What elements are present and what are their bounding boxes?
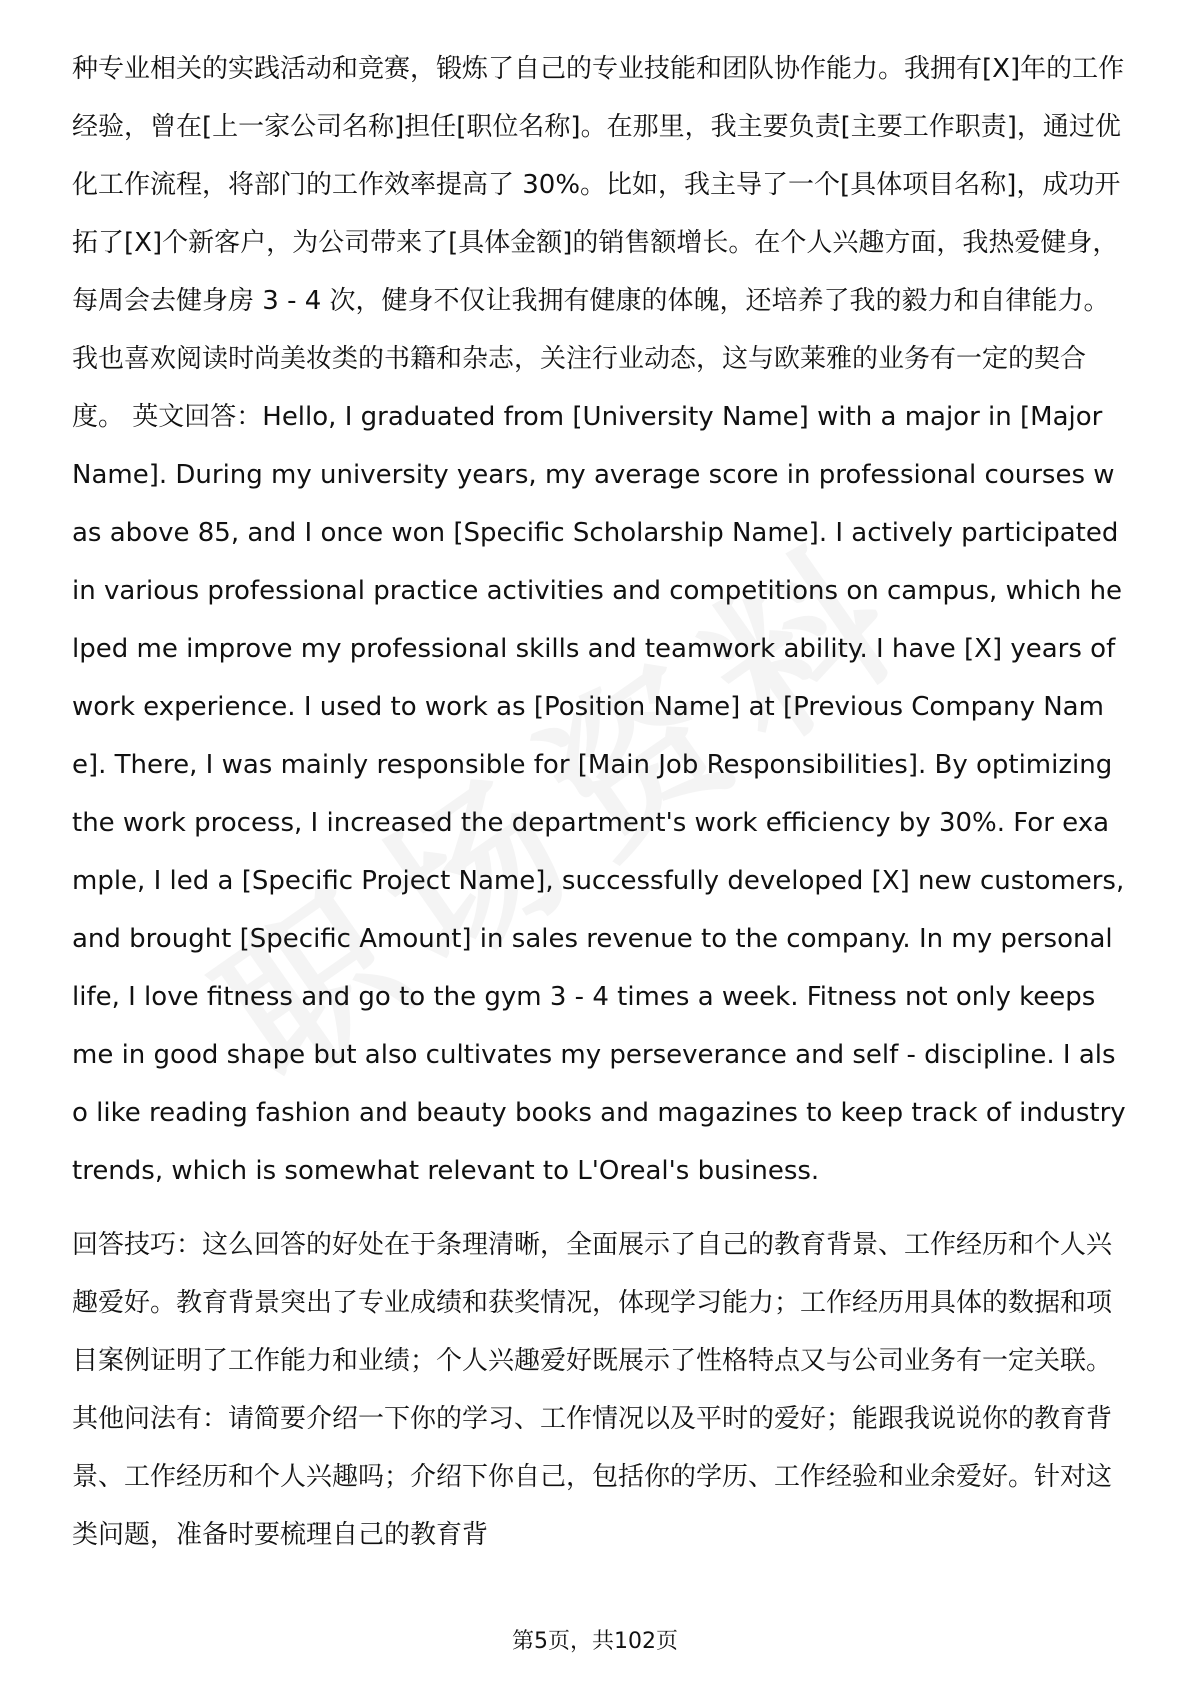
answer-paragraph: 种专业相关的实践活动和竞赛，锻炼了自己的专业技能和团队协作能力。我拥有[X]年的工作经验，曾在[上一家公司名称]担任[职位名称]。在那里，我主要负责[主要工作职责]，通过优化工作流程，将部门的工作效率提高了 30%。比如，我主导了一个[具体项目名称]，成功开拓了[X]个新客户，为公司带来了[具体金额]的销售额增长。在个人兴趣方面，我热爱健身，每周会去健身房 3 - 4 次，健身不仅让我拥有健康的体魄，还培养了我的毅力和自律能力。我也喜欢阅读时尚美妆类的书籍和杂志，关注行业动态，这与欧莱雅的业务有一定的契合度。 英文回答：Hello, I graduated from [University Name] with a major in [Major Name]. During my university years, my average score in professional courses was above 85, and I once won [Specific Scholarship Name]. I actively participated in various professional practice activities and competitions on campus, which helped me improve my professional skills and teamwork ability. I have [X] years of work experience. I used to work as [Position Name] at [Previous Company Name]. There, I was mainly responsible for [Main Job Responsibilities]. By optimizing the work process, I increased the department's work efficiency by 30%. For example, I led a [Specific Project Name], successfully developed [X] new customers, and brought [Specific Amount] in sales revenue to the company. In my personal life, I love fitness and go to the gym 3 - 4 times a week. Fitness not only keeps me in good shape but also cultivates my perseverance and self - discipline. I also like reading fashion and beauty books and magazines to keep track of industry trends, which is somewhat relevant to L'Oreal's business. [72,54,1126,1186]
tips-paragraph: 回答技巧：这么回答的好处在于条理清晰，全面展示了自己的教育背景、工作经历和个人兴趣爱好。教育背景突出了专业成绩和获奖情况，体现学习能力；工作经历用具体的数据和项目案例证明了工作能力和业绩；个人兴趣爱好既展示了性格特点又与公司业务有一定关联。其他问法有：请简要介绍一下你的学习、工作情况以及平时的爱好；能跟我说说你的教育背景、工作经历和个人兴趣吗；介绍下你自己，包括你的学历、工作经验和业余爱好。针对这类问题，准备时要梳理自己的教育背 [72,1230,1113,1550]
document-content [72,40,1128,1564]
page-number-footer: 第5页，共102页 [512,1629,678,1654]
